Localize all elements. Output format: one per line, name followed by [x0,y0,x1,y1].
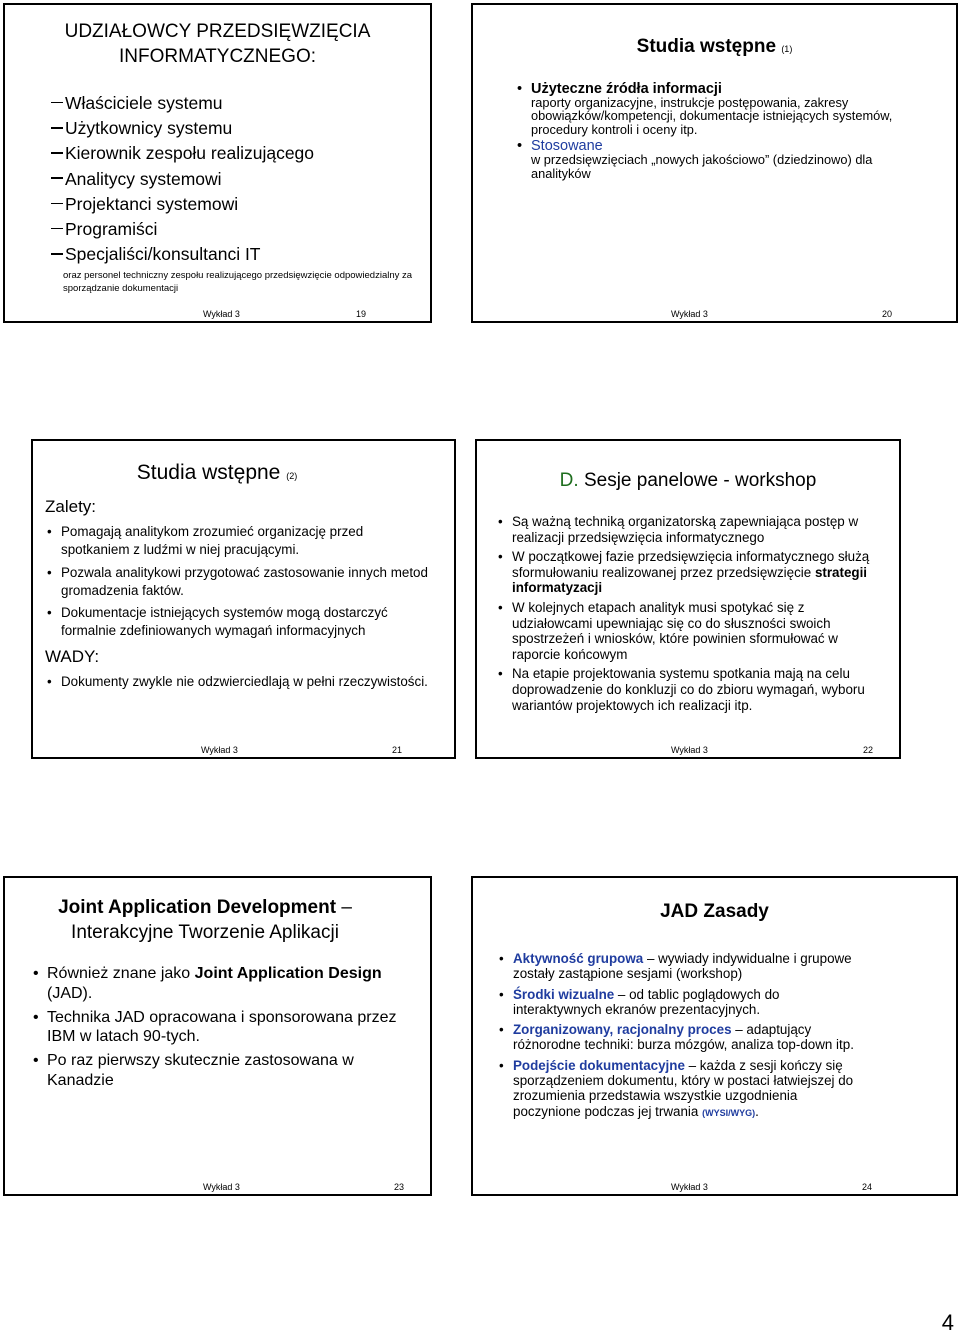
title-suffix: (2) [286,471,298,481]
slide-24 [471,876,958,1196]
list-item-text: – od tablic poglądowych do interaktywnych ekranów prezentacyjnych. [513,986,780,1017]
list-item: Właściciele systemu [51,91,430,116]
list-item: • Pozwala analitykowi przygotować zastosowanie innych metod gromadzenia faktów. [45,564,435,601]
stakeholder-list [51,91,430,267]
title-line-2: INFORMATYCZNEGO: [118,46,317,67]
slide-number: 21 [391,745,402,755]
list-item-heading: Środki wizualne [513,986,615,1002]
footer-label: Wykład 3 [201,745,238,755]
list-item [31,964,401,1004]
bullet-list [31,964,401,1091]
list-item-text: – każda z sesji kończy się sporządzeniem dokumentu, który w postaci łatwiejszej do zrozumienia przedstawia wszystkie uzgodnienia poczynione podczas jej trwania [513,1057,854,1119]
footer-label: Wykład 3 [671,745,708,755]
list-item: Analitycy systemowi [51,167,430,192]
list-item: • Pomagają analitykom zrozumieć organizację przed spotkaniem z ludźmi w niej pracującymi. [45,523,435,560]
list-item: • Na etapie projektowania systemu spotkania mają na celu doprowadzenie do konkluzji co do zbioru wymagań, wyboru wariantów projektowych ich realizacji itp. [496,666,886,713]
list-item: Specjaliści/konsultanci IT [51,242,430,267]
list-item: Kierownik zespołu realizującego [51,141,430,166]
title-text: Studia wstępne [636,36,777,57]
bullet-text: raporty organizacyjne, instrukcje postępowania, zakresy obowiązków/kompetencji, dokumentacje istniejących systemów, procedury kontroli i oceny itp. [531,95,893,137]
title-line-1: UDZIAŁOWCY PRZEDSIĘWZIĘCIA [64,21,371,42]
list-item: • W kolejnych etapach analityk musi spotykać się z udziałowcami upewniając się co do słuszności swoich spostrzeżeń i wniosków, które powinien sformułować w raporcie końcowym [496,600,886,662]
slide-21 [31,439,456,759]
list-item-text: (JAD). [47,984,93,1002]
list-item [515,139,910,180]
slide-20 [471,3,958,323]
slide-number: 22 [862,745,873,755]
list-item-text: W początkowej fazie przedsięwzięcia informatycznego służą sformułowaniu realizowanej przez przedsięwzięcie [512,549,870,580]
title-prefix: D. [559,470,579,491]
list-item [497,1058,857,1121]
footer-label: Wykład 3 [671,309,708,319]
slide-number: 24 [861,1182,872,1192]
list-item-heading: Zorganizowany, racjonalny proces [513,1022,732,1038]
pros-list [45,523,435,641]
list-item [497,1022,857,1053]
slide-23 [3,876,432,1196]
list-item-heading: Podejście dokumentacyjne [513,1057,685,1073]
list-item-bold: strategii informatyzacji [512,564,868,596]
bullet-list [496,514,886,713]
page-number: 4 [941,1310,954,1335]
footer-label: Wykład 3 [203,309,240,319]
title-bold: Joint Application Development [58,897,337,918]
slide-title [477,470,899,492]
bullet-text: w przedsięwzięciach „nowych jakościowo” (dziedzinowo) dla analityków [531,152,873,181]
footer-label: Wykład 3 [203,1182,240,1192]
list-item-text: . [755,1103,759,1119]
bullet-heading: • Stosowane [531,138,603,155]
bullet-heading: • Użyteczne źródła informacji [531,81,722,97]
slide-number: 20 [881,309,892,319]
list-item: Projektanci systemowi [51,192,430,217]
title-line-1 [25,895,385,920]
slide-title [473,36,956,58]
cons-heading: WADY: [45,646,100,666]
footer-label: Wykład 3 [671,1182,708,1192]
pros-heading: Zalety: [45,497,97,516]
list-item-text: – adaptujący różnorodne techniki: burza mózgów, analiza top-down itp. [513,1022,854,1053]
slide-title [5,19,430,69]
title-suffix: (1) [781,44,793,54]
list-item: • Po raz pierwszy skutecznie zastosowana w Kanadzie [31,1051,401,1091]
bullet-list [515,82,910,180]
list-item-heading: Aktywność grupowa [513,951,644,966]
list-item-text: Również znane jako [47,965,195,982]
list-item-bold: Joint Application Design [194,965,382,982]
list-item-text: – wywiady indywidualne i grupowe zostały zastąpione sesjami (workshop) [513,951,852,982]
list-item: • Technika JAD opracowana i sponsorowana przez IBM w latach 90-tych. [31,1008,401,1048]
bullet-list [497,951,857,1121]
list-item [497,951,857,982]
slide-number: 19 [355,309,366,319]
note-text: oraz personel techniczny zespołu realizującego przedsięwzięcie odpowiedzialny za sporządzanie dokumentacji [63,270,413,294]
title-dash: – [336,897,352,918]
slide-title: JAD Zasady [660,901,769,922]
wysiwyg-tag: (WYSI/WYG) [702,1107,756,1118]
list-item: • Dokumenty zwykle nie odzwierciedlają w pełni rzeczywistości. [45,673,435,691]
list-item [515,82,910,136]
slide-title [87,461,347,485]
slide-number: 23 [393,1182,404,1192]
title-line-2: Interakcyjne Tworzenie Aplikacji [71,922,339,943]
title-text: Studia wstępne [136,461,281,484]
cons-list [45,673,435,691]
list-item [496,549,886,596]
title-text: Sesje panelowe - workshop [578,470,817,491]
list-item [497,987,857,1018]
slide-title [25,895,385,945]
list-item: • Dokumentacje istniejących systemów mogą dostarczyć formalnie zdefiniowanych wymagań informacyjnych [45,604,435,641]
slide-22 [475,439,901,759]
list-item: • Są ważną techniką organizatorską zapewniająca postęp w realizacji przedsięwzięcia informatycznego [496,514,886,545]
slide-19 [3,3,432,323]
list-item: Użytkownicy systemu [51,116,430,141]
list-item: Programiści [51,217,430,242]
